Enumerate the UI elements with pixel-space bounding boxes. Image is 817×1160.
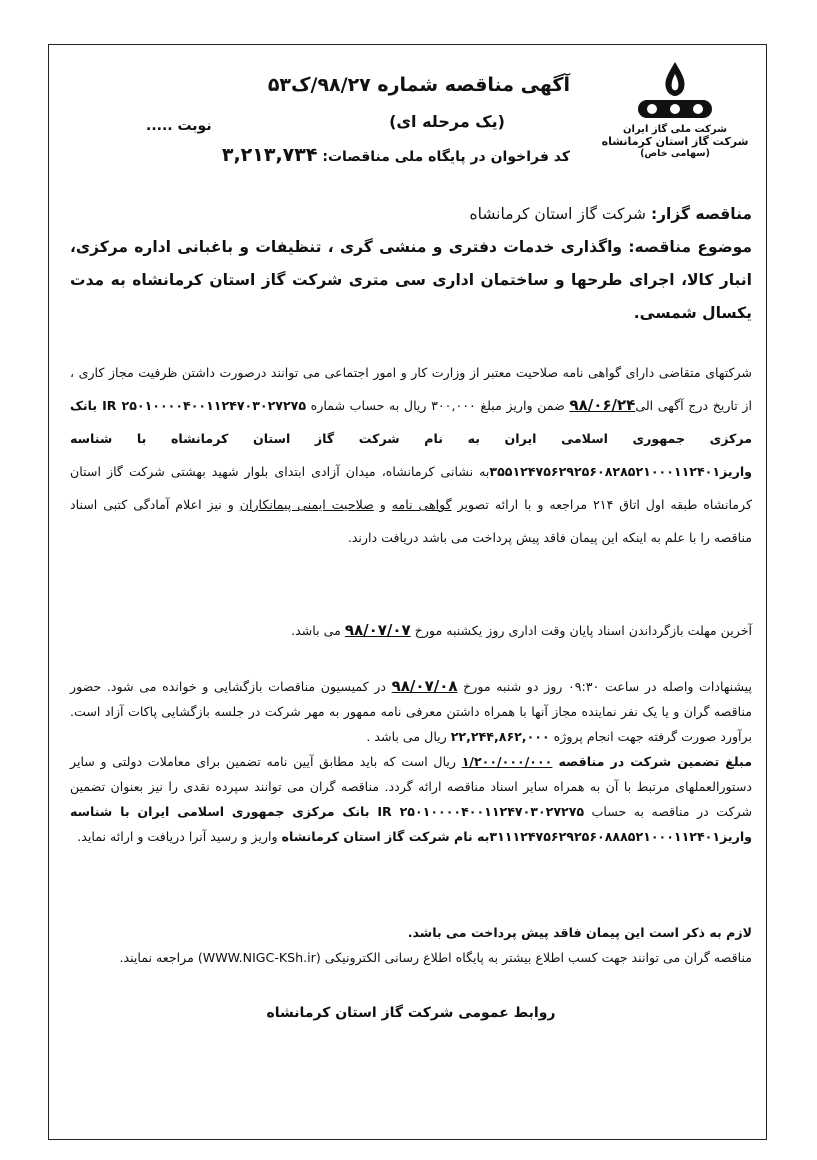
- document-date: ۹۸/۰۶/۲۴: [569, 396, 636, 414]
- conditions-text-1: شرکتهای متقاضی دارای گواهی نامه صلاحیت معتبر از وزارت کار و امور اجتماعی می توانند درصورت داشتن ظرفیت مجاز کاری ، از تاریخ درج آگهی الی: [70, 365, 753, 413]
- prepayment-note: لازم به ذکر است این پیمان فاقد پیش پرداخت می باشد.: [407, 925, 752, 940]
- account-number-1: IR ۲۵۰۱۰۰۰۰۴۰۰۱۱۲۴۷۰۳۰۲۷۲۷۵ بانک مرکزی جمهوری اسلامی ایران به نام شرکت گاز استان کرمانشاه با شناسه واریز۳۵۵۱۲۴۷۵۶۲۹۲۵۶۰۸۲۸۵۲۱۰۰۰۱۱۲۴۰۱: [70, 398, 752, 479]
- safety-qualification-link: صلاحیت ایمنی پیمانکاران: [239, 497, 374, 512]
- opening-and-guarantee: [70, 674, 752, 849]
- logo-parent-company: شرکت ملی گاز ایران: [623, 124, 727, 135]
- deadline-date: ۹۸/۰۷/۰۷: [344, 621, 411, 639]
- opening-text-4: ریال است که باید مطابق آیین نامه تضمین برای معاملات دولتی و سایر دستورالعملهای مرتبط با آن به همراه سایر اسناد مناقصه ارائه گردد. مناقصه گران می توانند سپرده نقدی را نیز بعنوان تضمین شرکت در مناقصه به حساب: [70, 754, 753, 819]
- certificate-link: گواهی نامه: [391, 497, 452, 512]
- final-notes: [70, 920, 752, 970]
- national-code-label: کد فراخوان در پایگاه ملی مناقصات:: [322, 149, 570, 165]
- opening-date: ۹۸/۰۷/۰۸: [391, 677, 458, 695]
- tender-intro: [70, 198, 752, 330]
- subject-label: موضوع مناقصه:: [628, 238, 752, 256]
- page-title: آگهی مناقصه شماره ۹۸/۲۷/ک۵۳: [267, 74, 570, 96]
- opening-text-3: ریال می باشد .: [366, 729, 451, 744]
- estimate-amount: ۲۲,۲۴۴,۸۶۲,۰۰۰: [450, 729, 550, 744]
- tender-stage: (یک مرحله ای): [389, 112, 505, 131]
- tenderer-label: مناقصه گزار:: [650, 205, 752, 223]
- account-number-2: IR ۲۵۰۱۰۰۰۰۴۰۰۱۱۲۴۷۰۳۰۲۷۲۷۵ بانک مرکزی جمهوری اسلامی ایران با شناسه واریز۳۱۱۱۲۴۷۵۶۲۹۲۵۶۰۸۸۸۵۲۱۰۰۰۱۱۲۴۰۱به نام شرکت گاز استان کرمانشاه: [70, 804, 752, 844]
- subject-value: واگذاری خدمات دفتری و منشی گری ، تنظیفات و باغبانی اداره مرکزی، انبار کالا، اجرای طرحها و ساختمان اداری سی متری شرکت گاز استان کرمانشاه به مدت یکسال شمسی.: [70, 238, 752, 322]
- subject-line: [70, 231, 752, 330]
- publication-turn: نوبت .....: [146, 118, 212, 134]
- national-code: [222, 144, 570, 166]
- conditions-text-4: و: [373, 497, 392, 512]
- opening-text-1: پیشنهادات واصله در ساعت ۰۹:۳۰ روز دو شنبه مورخ: [457, 679, 752, 694]
- opening-text-2: در کمیسیون مناقصات بازگشایی و خوانده می شود. حضور مناقصه گران و یا یک نفر نماینده مجاز آنها با همراه داشتن معرفی نامه ممهور به مهر شرکت در جلسه بازگشایی پاکات آزاد است. برآورد صورت گرفته جهت انجام پروژه: [70, 679, 752, 744]
- deadline-suffix: می باشد.: [291, 623, 345, 638]
- conditions-text-2: ضمن واریز مبلغ ۳۰۰,۰۰۰ ریال به حساب شماره: [306, 398, 570, 413]
- tenderer-line: [70, 198, 752, 231]
- flame-logo-icon: [620, 60, 730, 122]
- public-relations-signature: روابط عمومی شرکت گاز استان کرمانشاه: [266, 1005, 556, 1021]
- submission-deadline: [70, 617, 752, 644]
- logo-company-type: (سهامی خاص): [640, 148, 710, 159]
- opening-text-5: واریز و رسید آنرا دریافت و ارائه نماید.: [77, 829, 282, 844]
- deadline-text: آخرین مهلت بازگرداندن اسناد پایان وقت اداری روز یکشنبه مورخ: [410, 623, 752, 638]
- website-note: مناقصه گران می توانند جهت کسب اطلاع بیشتر به پایگاه اطلاع رسانی الکترونیکی (WWW.NIGC-KSh.ir) مراجعه نمایند.: [119, 950, 752, 965]
- participation-conditions: [70, 356, 752, 554]
- guarantee-amount: ۱/۲۰۰/۰۰۰/۰۰۰: [461, 754, 553, 769]
- conditions-text-5: و نیز اعلام آمادگی کتبی اسناد مناقصه را با علم به اینکه این پیمان فاقد پیش پرداخت می باشد دریافت دارند.: [70, 497, 752, 545]
- conditions-text-3: به نشانی کرمانشاه، میدان آزادی ابتدای بلوار شهید بهشتی شرکت گاز استان کرمانشاه طبقه اول اتاق ۲۱۴ مراجعه و با ارائه تصویر: [70, 464, 752, 512]
- document-header: [60, 60, 760, 180]
- tenderer-value: شرکت گاز استان کرمانشاه: [469, 205, 651, 223]
- national-code-value: ۳,۲۱۳,۷۳۴: [221, 144, 318, 166]
- company-logo: [600, 60, 750, 180]
- guarantee-label: مبلغ تضمین شرکت در مناقصه: [552, 754, 752, 769]
- logo-company-name: شرکت گاز استان کرمانشاه: [601, 135, 749, 148]
